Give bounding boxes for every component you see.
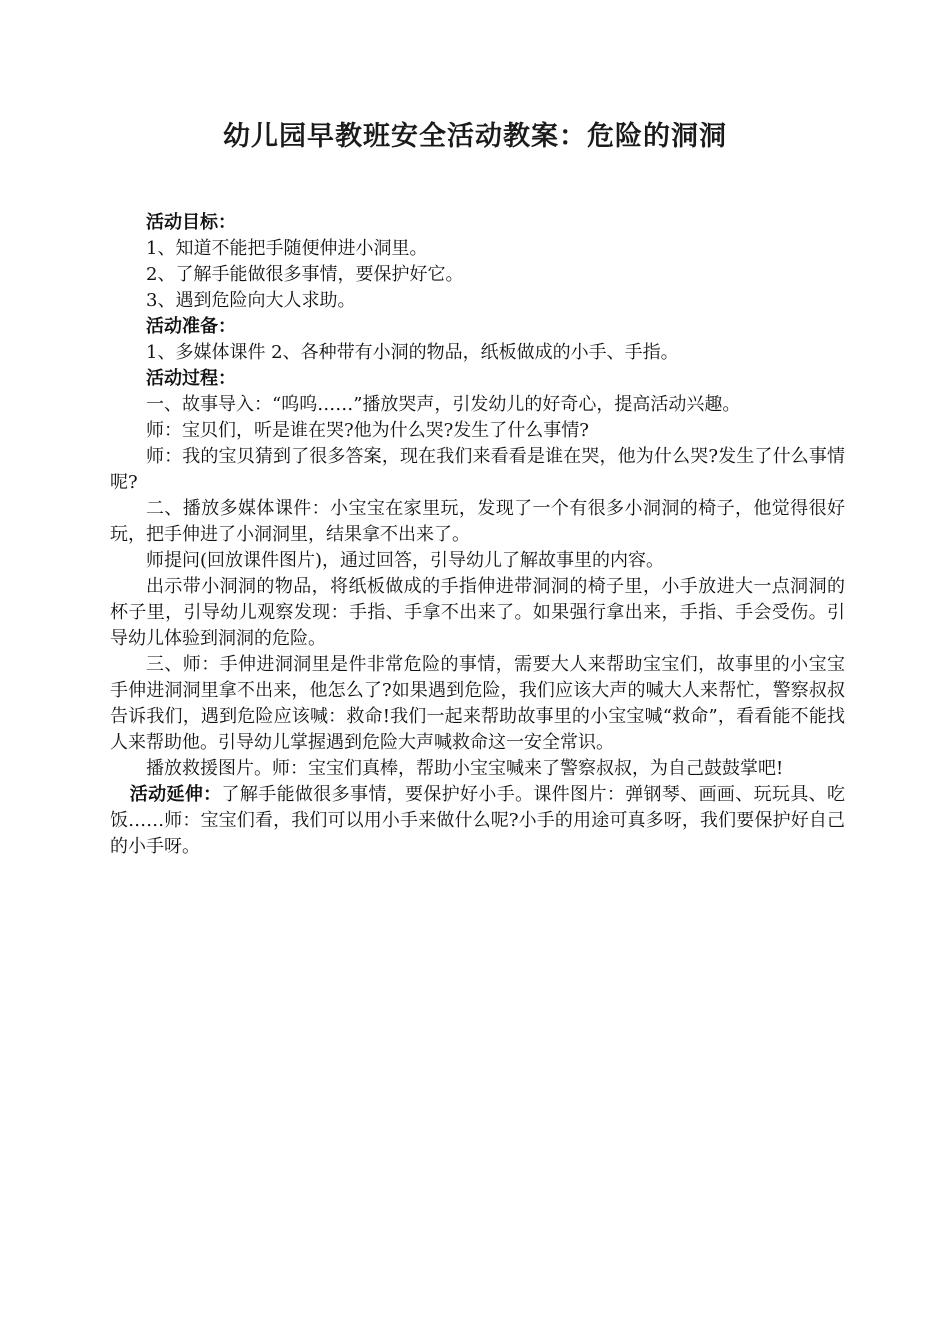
process-paragraph: 师提问(回放课件图片)，通过回答，引导幼儿了解故事里的内容。 <box>146 550 665 571</box>
extension-heading: 活动延伸： <box>129 784 222 805</box>
process-paragraph: 师：宝贝们，听是谁在哭?他为什么哭?发生了什么事情? <box>146 420 589 441</box>
goals-heading: 活动目标： <box>146 212 236 233</box>
process-paragraph: 二、播放多媒体课件：小宝宝在家里玩，发现了一个有很多小洞洞的椅子，他觉得很好玩，把手伸进了小洞洞里，结果拿不出来了。 <box>110 498 845 545</box>
prep-heading: 活动准备： <box>146 316 236 337</box>
process-heading: 活动过程： <box>146 368 236 389</box>
process-paragraph: 一、故事导入：“呜呜……”播放哭声，引发幼儿的好奇心，提高活动兴趣。 <box>146 394 741 415</box>
prep-text: 1、多媒体课件 2、各种带有小洞的物品，纸板做成的小手、手指。 <box>146 342 679 363</box>
goal-item: 1、知道不能把手随便伸进小洞里。 <box>146 238 428 259</box>
process-paragraph: 三、师：手伸进洞洞里是件非常危险的事情，需要大人来帮助宝宝们，故事里的小宝宝手伸进洞洞里拿不出来，他怎么了?如果遇到危险，我们应该大声的喊大人来帮忙，警察叔叔告诉我们，遇到危险应该喊：救命!我们一起来帮助故事里的小宝宝喊“救命”，看看能不能找人来帮助他。引导幼儿掌握遇到危险大声喊救命这一安全常识。 <box>110 654 845 753</box>
document-body <box>110 210 845 860</box>
process-paragraph: 出示带小洞洞的物品，将纸板做成的手指伸进带洞洞的椅子里，小手放进大一点洞洞的杯子里，引导幼儿观察发现：手指、手拿不出来了。如果强行拿出来，手指、手会受伤。引导幼儿体验到洞洞的危险。 <box>110 576 845 649</box>
extension-paragraph <box>110 782 845 860</box>
process-paragraph: 师：我的宝贝猜到了很多答案，现在我们来看看是谁在哭，他为什么哭?发生了什么事情呢? <box>110 446 845 493</box>
goal-item: 2、了解手能做很多事情，要保护好它。 <box>146 264 464 285</box>
process-paragraph: 播放救援图片。师：宝宝们真棒，帮助小宝宝喊来了警察叔叔，为自己鼓鼓掌吧! <box>146 758 784 779</box>
goal-item: 3、遇到危险向大人求助。 <box>146 290 356 311</box>
extension-text: 了解手能做很多事情，要保护好小手。课件图片：弹钢琴、画画、玩玩具、吃饭……师：宝宝们看，我们可以用小手来做什么呢?小手的用途可真多呀，我们要保护好自己的小手呀。 <box>110 784 846 857</box>
document-title: 幼儿园早教班安全活动教案：危险的洞洞 <box>223 121 727 152</box>
